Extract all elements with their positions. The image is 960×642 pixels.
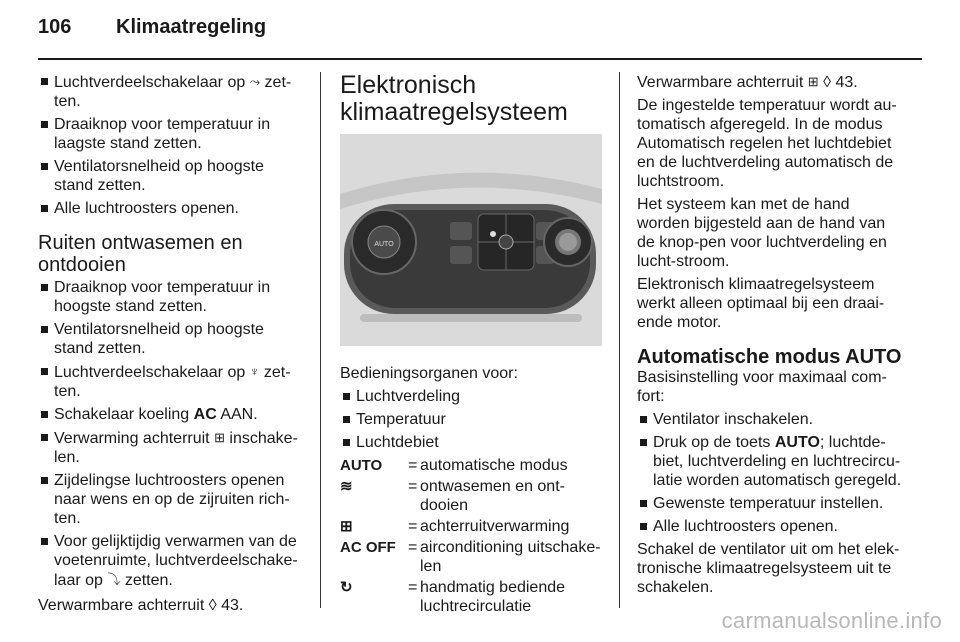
list-item: Alle luchtroosters openen.: [637, 517, 905, 536]
list-item: Druk op de toets AUTO; luchtde-biet, luchtverdeling en luchtrecircu-latie worden automatisch geregeld.: [637, 433, 905, 490]
list-item: Ventilator inschakelen.: [637, 410, 905, 429]
list-item: Luchtverdeling: [340, 387, 602, 406]
recirculation-icon: ↻: [340, 579, 353, 596]
definition-list: AUTO = automatische modus ≋ = ontwasemen en ont-dooien ⊞ = achterruitverwarming AC OFF = airconditioning uitschake-len ↻ = handmatig bediende luchtrecirculatie: [340, 457, 601, 615]
page-ref-arrow-icon: ◊: [208, 597, 217, 614]
paragraph: Het systeem kan met de hand worden bijgesteld aan de hand van de knop-pen voor luchtverdeling en lucht-stroom.: [637, 196, 887, 270]
section-title: Automatische modus AUTO: [637, 346, 902, 368]
defrost-max-icon: ≋: [340, 478, 353, 495]
definition-key: AUTO: [340, 457, 383, 474]
list-item: Temperatuur: [340, 410, 602, 429]
definition-value: handmatig bediende luchtrecirculatie: [420, 579, 566, 615]
definition-value: ontwasemen en ont-dooien: [420, 478, 565, 514]
section-title: Elektronisch klimaatregelsysteem: [340, 71, 568, 126]
section-intro: Basisinstelling voor maximaal com-fort:: [637, 369, 887, 405]
page-ref-arrow-icon: ◊: [823, 74, 832, 91]
list-item: Ventilatorsnelheid op hoogste stand zetten.: [38, 157, 306, 195]
watermark: carmanualsonline.info: [721, 608, 942, 633]
header-rule: [38, 58, 922, 60]
list-item: Ventilatorsnelheid op hoogste stand zetten.: [38, 320, 306, 358]
air-distribution-icon: ⤳: [249, 74, 261, 89]
footwell-windscreen-icon: ⤵: [107, 572, 121, 587]
rear-window-heating-icon: ⊞: [340, 518, 353, 535]
windscreen-defrost-icon: ♆: [249, 364, 260, 379]
paragraph: Schakel de ventilator uit om het elek-tronische klimaatregelsysteem uit te schakelen.: [637, 541, 900, 596]
paragraph: De ingestelde temperatuur wordt au-tomatisch afgeregeld. In de modus Automatisch regelen het luchtdebiet en de luchtverdeling automatisch de luchtstroom.: [637, 97, 897, 190]
list-item: Draaiknop voor temperatuur in hoogste stand zetten.: [38, 278, 306, 316]
control-panel-illustration: [340, 134, 602, 346]
list-item: Gewenste temperatuur instellen.: [637, 494, 905, 513]
definition-value: achterruitverwarming: [420, 518, 570, 535]
page-title: Klimaatregeling: [116, 16, 267, 38]
list-item: Zijdelingse luchtroosters openen naar wens en op de zijruiten rich-ten.: [38, 471, 306, 528]
definition-value: automatische modus: [420, 457, 568, 474]
list-item: Luchtverdeelschakelaar op ♆ zet-ten.: [38, 362, 306, 401]
section-title: Ruiten ontwasemen en ontdooien: [38, 232, 243, 276]
column-2: [340, 72, 602, 616]
column-1: [38, 72, 306, 619]
paragraph: Elektronisch klimaatregelsysteem werkt alleen optimaal bij een draai-ende motor.: [637, 276, 885, 331]
climate-control-panel-image: [340, 134, 602, 346]
list-item: Voor gelijktijdig verwarmen van de voetenruimte, luchtverdeelschake-laar op ⤵ zetten.: [38, 532, 306, 590]
column-divider: [320, 72, 321, 608]
cross-reference: Verwarmbare achterruit ⊞ ◊ 43.: [637, 74, 858, 91]
list-item: Luchtverdeelschakelaar op ⤳ zet-ten.: [38, 72, 306, 111]
cross-reference: Verwarmbare achterruit ◊ 43.: [38, 597, 244, 614]
list-item: Draaiknop voor temperatuur in laagste stand zetten.: [38, 115, 306, 153]
definition-key: AC OFF: [340, 539, 396, 556]
definition-value: airconditioning uitschake-len: [420, 539, 601, 575]
list-item: Luchtdebiet: [340, 433, 602, 452]
rear-window-heating-icon: ⊞: [807, 74, 819, 89]
column-divider: [619, 72, 620, 608]
column-3: [637, 72, 905, 601]
rear-window-heating-icon: ⊞: [214, 430, 225, 445]
list-item: Verwarming achterruit ⊞ inschake-len.: [38, 428, 306, 467]
page-header: [38, 16, 266, 50]
intro-text: Bedieningsorganen voor:: [340, 365, 518, 382]
page-number: 106: [38, 16, 72, 38]
auto-label: AUTO: [374, 241, 394, 248]
list-item: Alle luchtroosters openen.: [38, 199, 306, 218]
list-item: Schakelaar koeling AC AAN.: [38, 405, 306, 424]
